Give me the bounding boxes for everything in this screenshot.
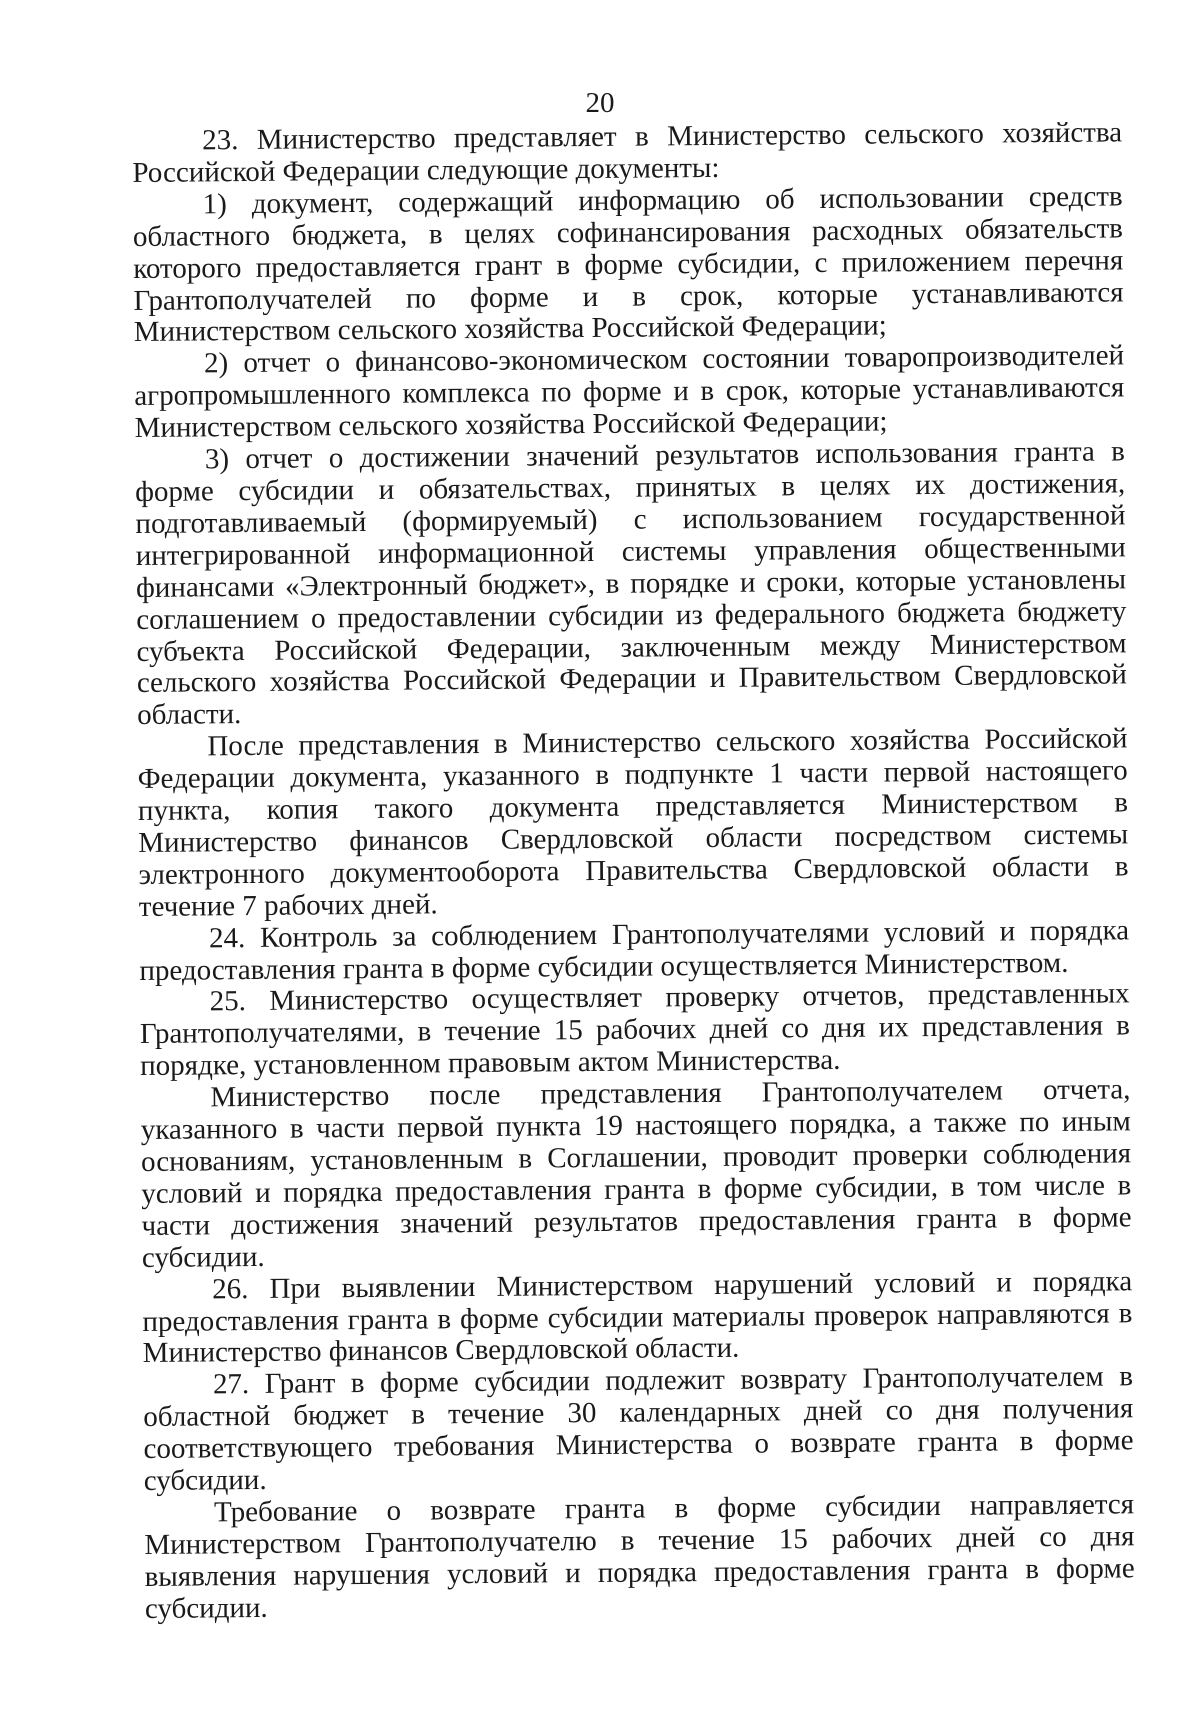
paragraph-25-continued: Министерство после представления Грантополучателем отчета, указанного в части первой пункта 19 настоящего порядка, а также по иным основаниям, установленным в Соглашении, проводит проверки соблюдения условий и порядка предоставления гранта в форме субсидии, в том числе в части достижения значений результатов предоставления гранта в форме субсидии.: [140, 1073, 1132, 1274]
paragraph-24: 24. Контроль за соблюдением Грантополучателями условий и порядка предоставления гранта в форме субсидии осуществляется Министерством.: [139, 913, 1130, 987]
paragraph-23-item-1: 1) документ, содержащий информацию об использовании средств областного бюджета, в целях софинансирования расходных обязательств которого предоставляется грант в форме субсидии, с приложением перечня Грантополучателей по форме и в срок, которые устанавливаются Министерством сельского хозяйства Российской Федерации;: [132, 180, 1124, 349]
paragraph-23-item-3: 3) отчет о достижении значений результатов использования гранта в форме субсидии и обязательствах, принятых в целях их достижения, подготавливаемый (формируемый) с использованием государственной интегрированной информационной системы управления общественными финансами «Электронный бюджет», в порядке и сроки, которые установлены соглашением о предоставлении субсидии из федерального бюджета бюджету субъекта Российской Федерации, заключенным между Министерством сельского хозяйства Российской Федерации и Правительством Свердловской области.: [135, 435, 1127, 732]
paragraph-23-intro: 23. Министерство представляет в Министерство сельского хозяйства Российской Федерации следующие документы:: [132, 116, 1123, 189]
paragraph-25: 25. Министерство осуществляет проверку отчетов, представленных Грантополучателями, в течение 15 рабочих дней со дня их представления в порядке, установленном правовым актом Министерства.: [139, 977, 1131, 1083]
paragraph-23-after: После представления в Министерство сельского хозяйства Российской Федерации документа, указанного в подпункте 1 части первой настоящего пункта, копия такого документа представляется Министерством в Министерство финансов Свердловской области посредством системы электронного документооборота Правительства Свердловской области в течение 7 рабочих дней.: [137, 722, 1129, 923]
paragraph-27: 27. Грант в форме субсидии подлежит возврату Грантополучателем в областной бюджет в течение 30 календарных дней со дня получения соответствующего требования Министерства о возврате гранта в форме субсидии.: [143, 1360, 1134, 1498]
paragraph-26: 26. При выявлении Министерством нарушений условий и порядка предоставления гранта в форме субсидии материалы проверок направляются в Министерство финансов Свердловской области.: [142, 1264, 1133, 1370]
document-body: [132, 117, 1135, 1625]
paragraph-23-item-2: 2) отчет о финансово-экономическом состоянии товаропроизводителей агропромышленного комплекса по форме и в срок, которые устанавливаются Министерством сельского хозяйства Российской Федерации;: [134, 339, 1125, 445]
paragraph-27-requirement: Требование о возврате гранта в форме субсидии направляется Министерством Грантополучателю в течение 15 рабочих дней со дня выявления нарушения условий и порядка предоставления гранта в форме субсидии.: [144, 1488, 1135, 1625]
page-number: 20: [585, 87, 615, 119]
